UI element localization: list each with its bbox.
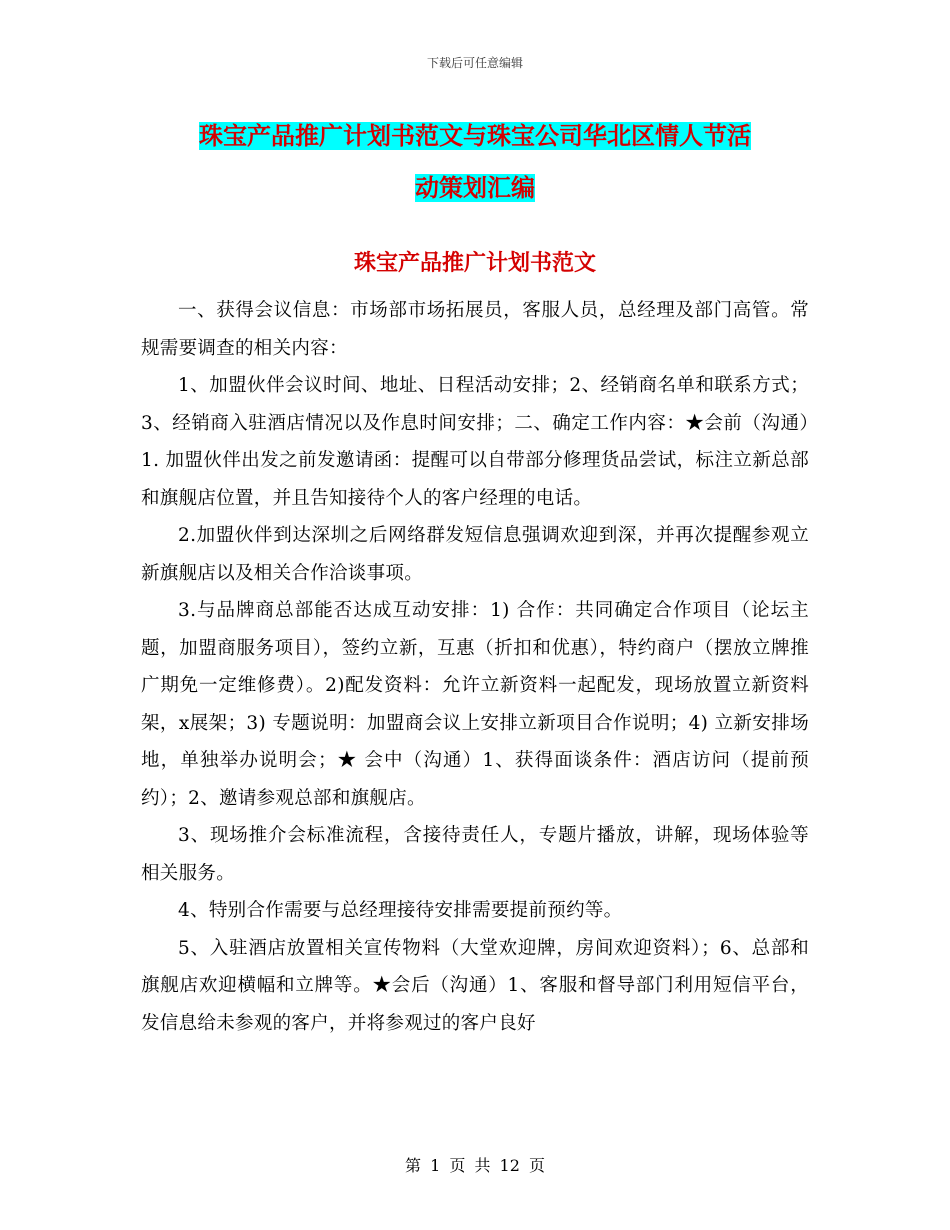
section-heading: 珠宝产品推广计划书范文 <box>353 251 596 276</box>
document-title <box>140 110 810 214</box>
paragraph: 3、现场推介会标准流程，含接待责任人，专题片播放，讲解，现场体验等相关服务。 <box>141 825 809 884</box>
paragraph: 1、加盟伙伴会议时间、地址、日程活动安排；2、经销商名单和联系方式；3、经销商入驻酒店情况以及作息时间安排；二、确定工作内容：★会前（沟通）1. 加盟伙伴出发之前发邀请函：提醒可以自带部分修理货品尝试，标注立新总部和旗舰店位置，并且告知接待个人的客户经理的电话。 <box>141 375 809 509</box>
header-note: 下载后可任意编辑 <box>426 56 523 70</box>
document-title-line-2: 动策划汇编 <box>415 174 535 202</box>
paragraph: 3.与品牌商总部能否达成互动安排：1) 合作：共同确定合作项目（论坛主题，加盟商服务项目），签约立新，互惠（折扣和优惠），特约商户（摆放立牌推广期免一定维修费）。2)配发资料：允许立新资料一起配发，现场放置立新资料架，x展架；3) 专题说明：加盟商会议上安排立新项目合作说明；4) 立新安排场地，单独举办说明会；★ 会中（沟通）1、获得面谈条件：酒店访问（提前预约）；2、邀请参观总部和旗舰店。 <box>141 600 809 809</box>
body-text <box>141 292 809 1042</box>
paragraph: 2.加盟伙伴到达深圳之后网络群发短信息强调欢迎到深，并再次提醒参观立新旗舰店以及相关合作洽谈事项。 <box>141 525 809 584</box>
document-title-line-1: 珠宝产品推广计划书范文与珠宝公司华北区情人节活 <box>199 122 751 150</box>
paragraph: 一、获得会议信息：市场部市场拓展员，客服人员，总经理及部门高管。常规需要调查的相关内容： <box>141 300 809 359</box>
page-footer: 第 1 页 共 12 页 <box>405 1156 545 1175</box>
paragraph: 4、特别合作需要与总经理接待安排需要提前预约等。 <box>178 900 623 921</box>
paragraph: 5、入驻酒店放置相关宣传物料（大堂欢迎牌，房间欢迎资料）；6、总部和旗舰店欢迎横幅和立牌等。★会后（沟通）1、客服和督导部门利用短信平台，发信息给未参观的客户，并将参观过的客户良好 <box>141 937 809 1034</box>
